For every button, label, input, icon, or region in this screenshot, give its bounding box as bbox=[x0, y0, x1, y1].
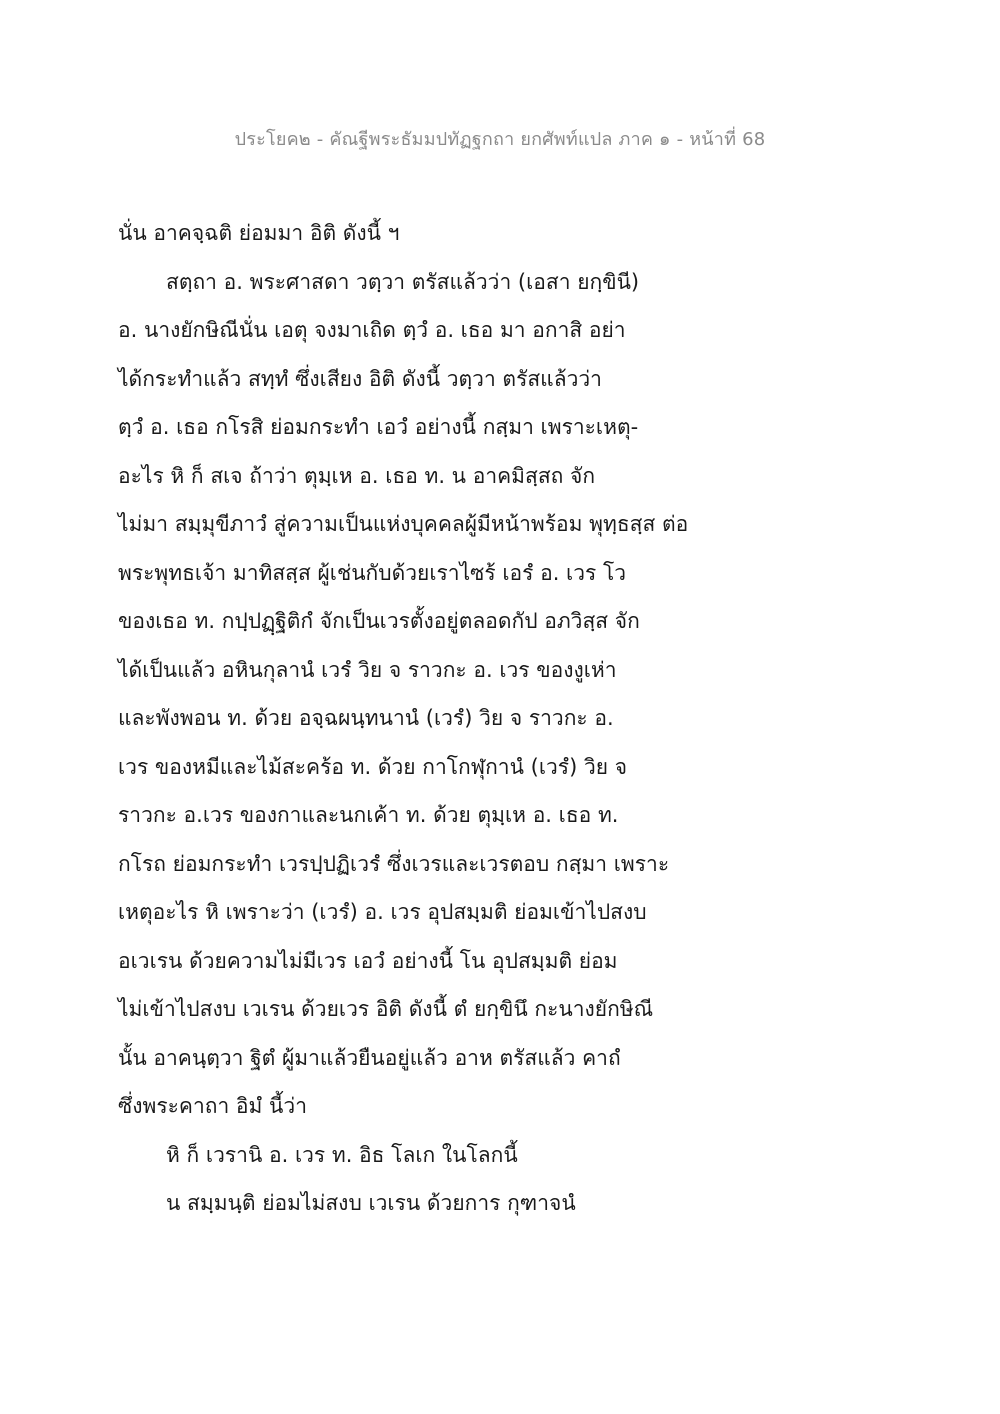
text-line: เวร ของหมีและไม้สะคร้อ ท. ด้วย กาโกฬุกานํ (เวรํ) วิย จ bbox=[118, 754, 628, 779]
text-line: ราวกะ อ.เวร ของกาและนกเค้า ท. ด้วย ตุมฺเห อ. เธอ ท. bbox=[118, 803, 619, 827]
text-line: ไม่มา สมฺมุขีภาวํ สู่ความเป็นแห่งบุคคลผู้มีหน้าพร้อม พุทฺธสฺส ต่อ bbox=[118, 512, 689, 536]
text-line: พระพุทธเจ้า มาทิสสฺส ผู้เช่นกับด้วยเราไซร้ เอรํ อ. เวร โว bbox=[118, 560, 627, 585]
verse-line: หิ ก็ เวรานิ อ. เวร ท. อิธ โลเก ในโลกนี้ bbox=[166, 1142, 518, 1167]
body-text bbox=[118, 213, 918, 1232]
text-line: อะไร หิ ก็ สเจ ถ้าว่า ตุมฺเห อ. เธอ ท. น อาคมิสฺสถ จัก bbox=[118, 463, 596, 488]
verse-line: น สมฺมนฺติ ย่อมไม่สงบ เวเรน ด้วยการ กุฑาจนํ bbox=[166, 1191, 576, 1215]
running-header: ประโยค๒ - คัณฐีพระธัมมปทัฏฐกถา ยกศัพท์แปล ภาค ๑ - หน้าที่ 68 bbox=[234, 129, 766, 150]
text-line: อ. นางยักษิณีนั่น เอตุ จงมาเถิด ตฺวํ อ. เธอ มา อกาสิ อย่า bbox=[118, 318, 626, 342]
text-line: กโรถ ย่อมกระทำ เวรปฺปฏิเวรํ ซึ่งเวรและเวรตอบ กสฺมา เพราะ bbox=[118, 851, 670, 876]
text-line: ได้กระทำแล้ว สทฺทํ ซึ่งเสียง อิติ ดังนี้ วตฺวา ตรัสแล้วว่า bbox=[118, 366, 602, 391]
text-line: ไม่เข้าไปสงบ เวเรน ด้วยเวร อิติ ดังนี้ ตํ ยกฺขินึ กะนางยักษิณี bbox=[118, 997, 654, 1021]
text-line: อเวเรน ด้วยความไม่มีเวร เอวํ อย่างนี้ โน อุปสมฺมติ ย่อม bbox=[118, 948, 618, 973]
text-line: เหตุอะไร หิ เพราะว่า (เวรํ) อ. เวร อุปสมฺมติ ย่อมเข้าไปสงบ bbox=[118, 900, 647, 924]
text-line: ซึ่งพระคาถา อิมํ นี้ว่า bbox=[118, 1094, 307, 1118]
text-line: นั้น อาคนฺตฺวา ฐิตํ ผู้มาแล้วยืนอยู่แล้ว อาห ตรัสแล้ว คาถํ bbox=[118, 1045, 621, 1070]
text-line: และพังพอน ท. ด้วย อจฺฉผนฺทนานํ (เวรํ) วิย จ ราวกะ อ. bbox=[118, 706, 614, 730]
text-line: ได้เป็นแล้ว อหินกุลานํ เวรํ วิย จ ราวกะ อ. เวร ของงูเห่า bbox=[118, 657, 617, 682]
text-line: ของเธอ ท. กปฺปฏฺฐิติกํ จักเป็นเวรตั้งอยู่ตลอดกัป อภวิสฺส จัก bbox=[118, 609, 640, 633]
text-line: นั่น อาคจฺฉติ ย่อมมา อิติ ดังนี้ ฯ bbox=[118, 221, 400, 245]
text-line: ตฺวํ อ. เธอ กโรสิ ย่อมกระทำ เอวํ อย่างนี้ กสฺมา เพราะเหตุ- bbox=[118, 415, 639, 439]
text-line: สตฺถา อ. พระศาสดา วตฺวา ตรัสแล้วว่า (เอสา ยกฺขินี) bbox=[166, 269, 640, 294]
